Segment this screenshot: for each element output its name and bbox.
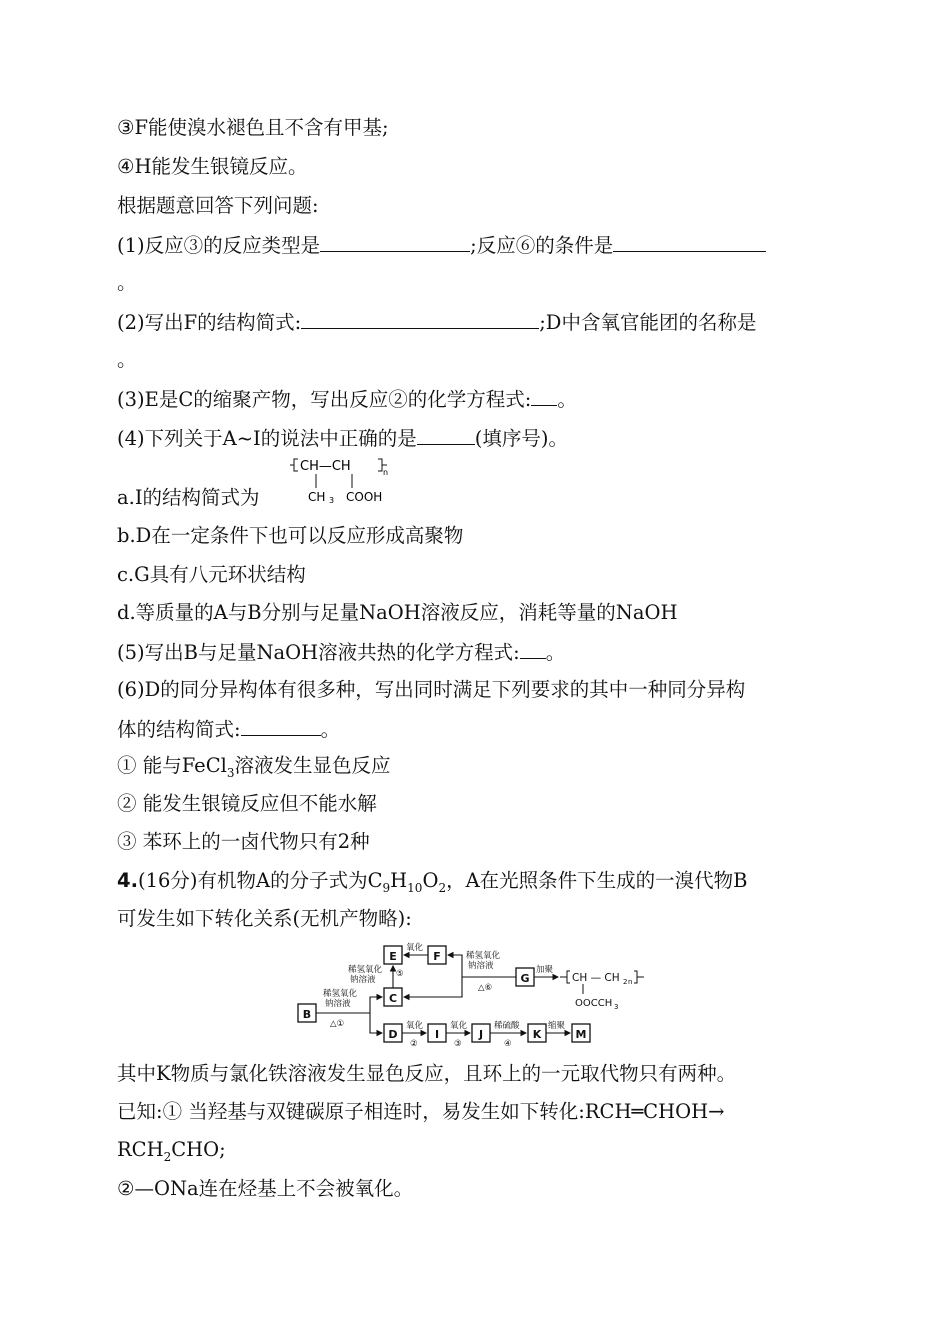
cond-addpoly: 加聚 (536, 965, 554, 975)
label-C: C (388, 992, 398, 1005)
k-description: 其中K物质与氯化铁溶液发生显色反应，且环上的一元取代物只有两种。 (117, 1062, 737, 1085)
problem-number: 4. (117, 869, 138, 892)
q2-text-b: ;D中含氧官能团的名称是 (539, 311, 757, 334)
label-K: K (532, 1028, 542, 1041)
answer-blank-5[interactable] (520, 639, 546, 659)
q3-end: 。 (557, 388, 577, 411)
q1-end: 。 (117, 271, 137, 294)
cond-IJ: 氧化 (450, 1021, 468, 1031)
question-1 (117, 232, 766, 259)
q6-end: 。 (320, 718, 341, 741)
polymer-chain: CH — CH (572, 972, 620, 984)
cond-step6: △⑥ (478, 983, 493, 993)
label-G: G (520, 972, 530, 985)
question-4 (117, 425, 568, 452)
cond-G-1: 稀氢氧化 (466, 951, 501, 961)
q1-text-a: (1)反应③的反应类型是 (117, 234, 321, 257)
p4-text-a: (16分)有机物A的分子式为C (137, 869, 383, 892)
known-2: ②—ONa连在烃基上不会被氧化。 (117, 1177, 414, 1200)
cond-step2: ② (410, 1039, 418, 1049)
label-F: F (433, 950, 441, 963)
requirement-1 (117, 753, 391, 779)
q4-text-b: (填序号)。 (474, 427, 568, 450)
answer-blank-3[interactable] (531, 386, 557, 406)
question-6-line1: (6)D的同分异构体有很多种，写出同时满足下列要求的其中一种同分异构 (117, 678, 746, 701)
reaction-scheme (290, 938, 660, 1050)
structure-I-formula (290, 455, 420, 507)
req1-text-b: 溶液发生显色反应 (234, 754, 391, 777)
structure-I-chain: CH—CH (300, 459, 351, 474)
answer-blank-1b[interactable] (613, 232, 766, 252)
option-c: c.G具有八元环状结构 (117, 563, 306, 586)
cond-C-E-1: 稀氢氧化 (348, 965, 383, 975)
req1-sub: 3 (226, 765, 235, 780)
cond-B-1: 稀氢氧化 (323, 989, 358, 999)
q4-text-a: (4)下列关于A~I的说法中正确的是 (117, 427, 417, 450)
condition-3: ③F能使溴水褪色且不含有甲基; (117, 116, 389, 139)
question-6-line2 (117, 716, 340, 743)
arrow-G-F (448, 955, 462, 977)
p4-text-b: ，A在光照条件下生成的一溴代物B (446, 869, 748, 892)
label-M: M (575, 1028, 587, 1041)
answer-blank-6[interactable] (241, 716, 321, 736)
cond-B-2: 钠溶液 (325, 999, 351, 1009)
p4-sub-c: 9 (382, 880, 391, 895)
arrow-B-D (370, 1013, 382, 1033)
structure-I-methyl-sub: 3 (329, 496, 335, 505)
polymer-side-sub: 3 (614, 1003, 619, 1011)
q2-text-a: (2)写出F的结构简式: (117, 311, 302, 334)
structure-I-n: n (383, 468, 389, 477)
cond-step3: ③ (454, 1039, 462, 1049)
known-sub: 2 (163, 1149, 172, 1164)
instruction: 根据题意回答下列问题: (117, 194, 319, 217)
label-E: E (389, 950, 397, 963)
polymer-sub: 2 (623, 978, 628, 986)
question-3 (117, 386, 577, 413)
known-1: 已知:① 当羟基与双键碳原子相连时，易发生如下转化:RCH═CHOH→ (117, 1100, 725, 1123)
cond-EF: 氧化 (406, 943, 424, 953)
q1-text-b: ;反应⑥的条件是 (470, 234, 614, 257)
q2-end: 。 (117, 348, 137, 371)
q3-text: (3)E是C的缩聚产物，写出反应②的化学方程式: (117, 388, 532, 411)
question-2 (117, 309, 756, 336)
cond-step4: ④ (504, 1039, 512, 1049)
p4-o: O (422, 869, 439, 892)
known-1-cont (117, 1137, 226, 1163)
q6-text-b: 体的结构简式: (117, 718, 241, 741)
p4-sub-o: 2 (438, 880, 447, 895)
known-cho: CHO; (171, 1138, 226, 1161)
q5-text: (5)写出B与足量NaOH溶液共热的化学方程式: (117, 641, 520, 664)
label-I: I (434, 1028, 440, 1041)
cond-KM: 缩聚 (548, 1021, 566, 1031)
answer-blank-4[interactable] (417, 425, 475, 445)
label-D: D (388, 1028, 398, 1041)
polymer-side: OOCCH (575, 998, 613, 1009)
problem-4-line2: 可发生如下转化关系(无机产物略): (117, 907, 412, 930)
answer-blank-1a[interactable] (320, 232, 470, 252)
p4-sub-h: 10 (407, 880, 423, 895)
option-b: b.D在一定条件下也可以反应形成高聚物 (117, 524, 464, 547)
req1-text-a: ① 能与FeCl (117, 754, 227, 777)
q5-end: 。 (545, 641, 566, 664)
cond-step5: ⑤ (396, 969, 404, 979)
answer-blank-2a[interactable] (301, 309, 539, 329)
label-B: B (302, 1008, 312, 1021)
cond-JK: 稀硫酸 (494, 1021, 520, 1031)
requirement-2: ② 能发生银镜反应但不能水解 (117, 792, 377, 815)
problem-4-line1 (117, 868, 748, 894)
polymer-n: n (628, 978, 633, 986)
option-a: a.I的结构简式为 (117, 486, 260, 509)
cond-C-E-2: 钠溶液 (350, 975, 376, 985)
question-5 (117, 639, 565, 666)
condition-4: ④H能发生银镜反应。 (117, 155, 308, 178)
known-rch: RCH (117, 1138, 164, 1161)
p4-h: H (390, 869, 408, 892)
label-J: J (478, 1028, 484, 1041)
arrow-G-C (404, 977, 516, 997)
cond-G-2: 钠溶液 (468, 961, 494, 971)
cond-DI: 氧化 (406, 1021, 424, 1031)
requirement-3: ③ 苯环上的一卤代物只有2种 (117, 830, 370, 853)
option-d: d.等质量的A与B分别与足量NaOH溶液反应，消耗等量的NaOH (117, 601, 678, 624)
structure-I-carboxyl: COOH (346, 490, 383, 504)
structure-I-methyl: CH (308, 490, 326, 504)
cond-step1: △① (330, 1019, 345, 1029)
